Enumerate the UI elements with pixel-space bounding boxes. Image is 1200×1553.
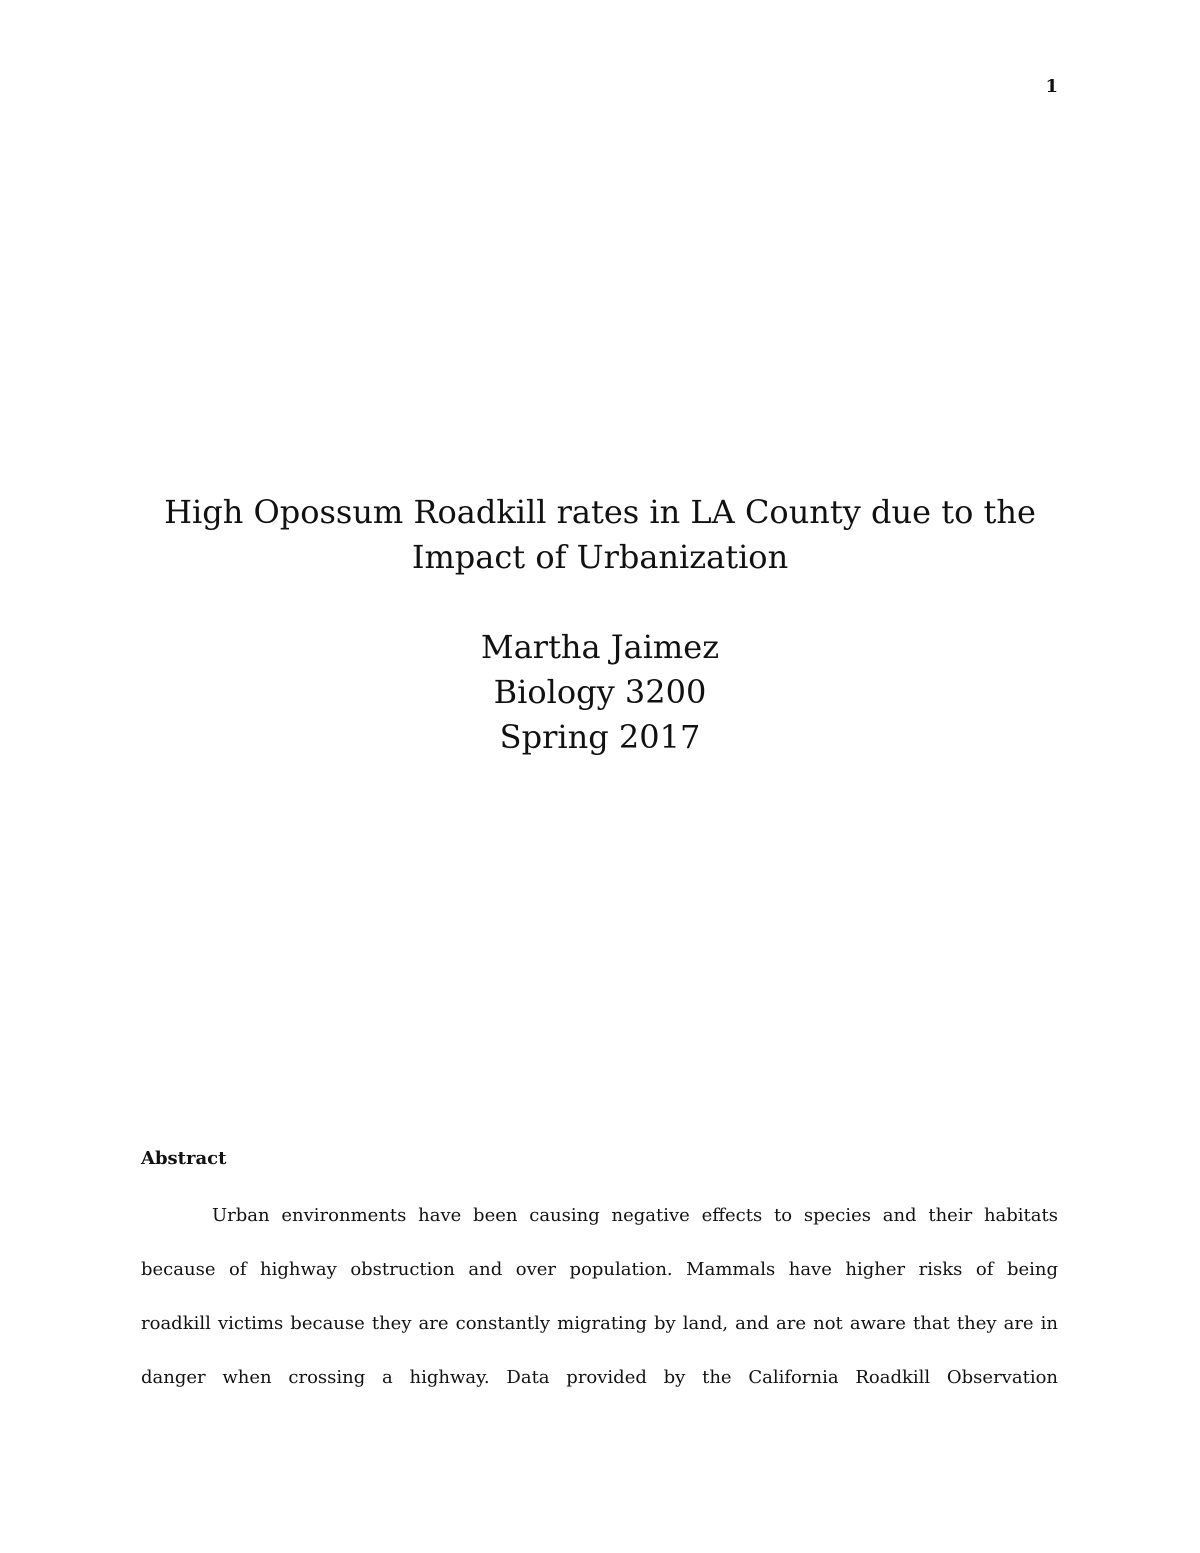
title-line: Impact of Urbanization bbox=[411, 538, 789, 576]
abstract-line: Urban environments have been causing negative effects to species and their habitats bbox=[212, 1205, 1058, 1226]
abstract-line: roadkill victims because they are constantly migrating by land, and are not aware that they are in bbox=[141, 1313, 1058, 1334]
author-info bbox=[140, 625, 1060, 760]
abstract-body bbox=[141, 1189, 1058, 1405]
course-name: Biology 3200 bbox=[493, 673, 707, 711]
abstract-heading: Abstract bbox=[141, 1148, 227, 1169]
abstract-line: because of highway obstruction and over population. Mammals have higher risks of being bbox=[141, 1259, 1058, 1280]
page-number: 1 bbox=[1045, 76, 1058, 97]
title-line: High Opossum Roadkill rates in LA County due to the bbox=[164, 493, 1036, 531]
author-name: Martha Jaimez bbox=[480, 628, 720, 666]
term: Spring 2017 bbox=[499, 718, 701, 756]
document-title bbox=[140, 490, 1060, 580]
abstract-line: danger when crossing a highway. Data provided by the California Roadkill Observation bbox=[141, 1367, 1058, 1388]
